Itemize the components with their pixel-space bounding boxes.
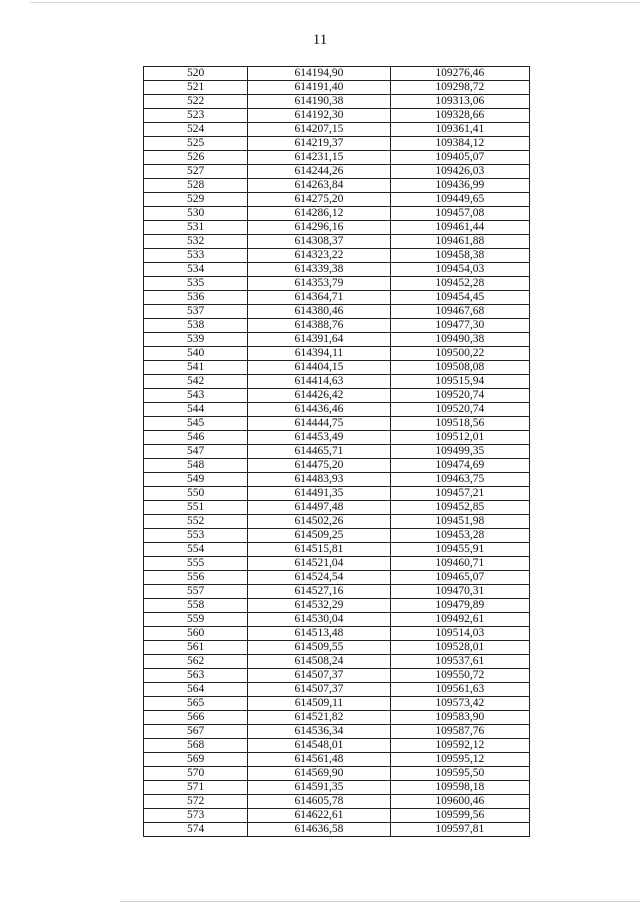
y-coordinate-cell: 109592,12 bbox=[390, 739, 529, 753]
table-row bbox=[144, 333, 530, 347]
x-coordinate-cell: 614194,90 bbox=[248, 67, 390, 81]
x-coordinate-cell: 614636,58 bbox=[248, 823, 390, 837]
table-row bbox=[144, 207, 530, 221]
point-number-cell: 535 bbox=[144, 277, 248, 291]
y-coordinate-cell: 109515,94 bbox=[390, 375, 529, 389]
table-row bbox=[144, 305, 530, 319]
y-coordinate-cell: 109449,65 bbox=[390, 193, 529, 207]
y-coordinate-cell: 109499,35 bbox=[390, 445, 529, 459]
table-row bbox=[144, 739, 530, 753]
y-coordinate-cell: 109470,31 bbox=[390, 585, 529, 599]
table-row bbox=[144, 795, 530, 809]
x-coordinate-cell: 614532,29 bbox=[248, 599, 390, 613]
y-coordinate-cell: 109426,03 bbox=[390, 165, 529, 179]
table-row bbox=[144, 431, 530, 445]
point-number-cell: 532 bbox=[144, 235, 248, 249]
point-number-cell: 521 bbox=[144, 81, 248, 95]
table-row bbox=[144, 291, 530, 305]
y-coordinate-cell: 109598,18 bbox=[390, 781, 529, 795]
y-coordinate-cell: 109298,72 bbox=[390, 81, 529, 95]
x-coordinate-cell: 614530,04 bbox=[248, 613, 390, 627]
table-row bbox=[144, 123, 530, 137]
y-coordinate-cell: 109500,22 bbox=[390, 347, 529, 361]
table-row bbox=[144, 515, 530, 529]
point-number-cell: 545 bbox=[144, 417, 248, 431]
x-coordinate-cell: 614591,35 bbox=[248, 781, 390, 795]
y-coordinate-cell: 109587,76 bbox=[390, 725, 529, 739]
y-coordinate-cell: 109528,01 bbox=[390, 641, 529, 655]
x-coordinate-cell: 614286,12 bbox=[248, 207, 390, 221]
scan-edge-top bbox=[30, 2, 640, 3]
x-coordinate-cell: 614507,37 bbox=[248, 683, 390, 697]
table-row bbox=[144, 347, 530, 361]
point-number-cell: 529 bbox=[144, 193, 248, 207]
point-number-cell: 571 bbox=[144, 781, 248, 795]
table-row bbox=[144, 725, 530, 739]
x-coordinate-cell: 614380,46 bbox=[248, 305, 390, 319]
point-number-cell: 546 bbox=[144, 431, 248, 445]
table-row bbox=[144, 641, 530, 655]
x-coordinate-cell: 614296,16 bbox=[248, 221, 390, 235]
y-coordinate-cell: 109600,46 bbox=[390, 795, 529, 809]
point-number-cell: 555 bbox=[144, 557, 248, 571]
x-coordinate-cell: 614444,75 bbox=[248, 417, 390, 431]
point-number-cell: 548 bbox=[144, 459, 248, 473]
table-row bbox=[144, 249, 530, 263]
table-row bbox=[144, 81, 530, 95]
point-number-cell: 556 bbox=[144, 571, 248, 585]
x-coordinate-cell: 614465,71 bbox=[248, 445, 390, 459]
point-number-cell: 563 bbox=[144, 669, 248, 683]
y-coordinate-cell: 109474,69 bbox=[390, 459, 529, 473]
y-coordinate-cell: 109457,21 bbox=[390, 487, 529, 501]
page-number: 11 bbox=[312, 32, 328, 48]
point-number-cell: 544 bbox=[144, 403, 248, 417]
table-row bbox=[144, 823, 530, 837]
table-row bbox=[144, 221, 530, 235]
y-coordinate-cell: 109452,28 bbox=[390, 277, 529, 291]
table-row bbox=[144, 375, 530, 389]
table-row bbox=[144, 137, 530, 151]
point-number-cell: 539 bbox=[144, 333, 248, 347]
x-coordinate-cell: 614502,26 bbox=[248, 515, 390, 529]
x-coordinate-cell: 614275,20 bbox=[248, 193, 390, 207]
x-coordinate-cell: 614524,54 bbox=[248, 571, 390, 585]
x-coordinate-cell: 614323,22 bbox=[248, 249, 390, 263]
y-coordinate-cell: 109457,08 bbox=[390, 207, 529, 221]
table-row bbox=[144, 571, 530, 585]
table-row bbox=[144, 319, 530, 333]
table-row bbox=[144, 585, 530, 599]
x-coordinate-cell: 614521,04 bbox=[248, 557, 390, 571]
table-row bbox=[144, 655, 530, 669]
y-coordinate-cell: 109597,81 bbox=[390, 823, 529, 837]
x-coordinate-cell: 614491,35 bbox=[248, 487, 390, 501]
y-coordinate-cell: 109561,63 bbox=[390, 683, 529, 697]
y-coordinate-cell: 109514,03 bbox=[390, 627, 529, 641]
table-row bbox=[144, 781, 530, 795]
point-number-cell: 566 bbox=[144, 711, 248, 725]
y-coordinate-cell: 109451,98 bbox=[390, 515, 529, 529]
x-coordinate-cell: 614515,81 bbox=[248, 543, 390, 557]
y-coordinate-cell: 109490,38 bbox=[390, 333, 529, 347]
table-row bbox=[144, 711, 530, 725]
y-coordinate-cell: 109520,74 bbox=[390, 403, 529, 417]
table-row bbox=[144, 235, 530, 249]
y-coordinate-cell: 109520,74 bbox=[390, 389, 529, 403]
x-coordinate-cell: 614436,46 bbox=[248, 403, 390, 417]
y-coordinate-cell: 109479,89 bbox=[390, 599, 529, 613]
point-number-cell: 557 bbox=[144, 585, 248, 599]
y-coordinate-cell: 109455,91 bbox=[390, 543, 529, 557]
y-coordinate-cell: 109458,38 bbox=[390, 249, 529, 263]
table-row bbox=[144, 95, 530, 109]
point-number-cell: 568 bbox=[144, 739, 248, 753]
x-coordinate-cell: 614508,24 bbox=[248, 655, 390, 669]
x-coordinate-cell: 614483,93 bbox=[248, 473, 390, 487]
table-row bbox=[144, 697, 530, 711]
y-coordinate-cell: 109477,30 bbox=[390, 319, 529, 333]
point-number-cell: 549 bbox=[144, 473, 248, 487]
x-coordinate-cell: 614391,64 bbox=[248, 333, 390, 347]
x-coordinate-cell: 614191,40 bbox=[248, 81, 390, 95]
point-number-cell: 536 bbox=[144, 291, 248, 305]
x-coordinate-cell: 614404,15 bbox=[248, 361, 390, 375]
table-row bbox=[144, 263, 530, 277]
table-row bbox=[144, 459, 530, 473]
point-number-cell: 525 bbox=[144, 137, 248, 151]
x-coordinate-cell: 614509,55 bbox=[248, 641, 390, 655]
x-coordinate-cell: 614497,48 bbox=[248, 501, 390, 515]
x-coordinate-cell: 614521,82 bbox=[248, 711, 390, 725]
point-number-cell: 522 bbox=[144, 95, 248, 109]
x-coordinate-cell: 614536,34 bbox=[248, 725, 390, 739]
x-coordinate-cell: 614513,48 bbox=[248, 627, 390, 641]
y-coordinate-cell: 109460,71 bbox=[390, 557, 529, 571]
y-coordinate-cell: 109583,90 bbox=[390, 711, 529, 725]
point-number-cell: 523 bbox=[144, 109, 248, 123]
y-coordinate-cell: 109595,12 bbox=[390, 753, 529, 767]
y-coordinate-cell: 109573,42 bbox=[390, 697, 529, 711]
table-row bbox=[144, 389, 530, 403]
point-number-cell: 552 bbox=[144, 515, 248, 529]
point-number-cell: 533 bbox=[144, 249, 248, 263]
point-number-cell: 572 bbox=[144, 795, 248, 809]
point-number-cell: 524 bbox=[144, 123, 248, 137]
x-coordinate-cell: 614263,84 bbox=[248, 179, 390, 193]
x-coordinate-cell: 614394,11 bbox=[248, 347, 390, 361]
point-number-cell: 564 bbox=[144, 683, 248, 697]
x-coordinate-cell: 614622,61 bbox=[248, 809, 390, 823]
y-coordinate-cell: 109508,08 bbox=[390, 361, 529, 375]
point-number-cell: 530 bbox=[144, 207, 248, 221]
point-number-cell: 559 bbox=[144, 613, 248, 627]
y-coordinate-cell: 109537,61 bbox=[390, 655, 529, 669]
point-number-cell: 528 bbox=[144, 179, 248, 193]
point-number-cell: 543 bbox=[144, 389, 248, 403]
point-number-cell: 527 bbox=[144, 165, 248, 179]
table-row bbox=[144, 109, 530, 123]
point-number-cell: 537 bbox=[144, 305, 248, 319]
y-coordinate-cell: 109454,03 bbox=[390, 263, 529, 277]
x-coordinate-cell: 614509,25 bbox=[248, 529, 390, 543]
x-coordinate-cell: 614364,71 bbox=[248, 291, 390, 305]
table-row bbox=[144, 529, 530, 543]
y-coordinate-cell: 109361,41 bbox=[390, 123, 529, 137]
y-coordinate-cell: 109461,88 bbox=[390, 235, 529, 249]
point-number-cell: 538 bbox=[144, 319, 248, 333]
y-coordinate-cell: 109313,06 bbox=[390, 95, 529, 109]
scan-edge-bottom bbox=[120, 901, 640, 902]
table-row bbox=[144, 809, 530, 823]
point-number-cell: 561 bbox=[144, 641, 248, 655]
x-coordinate-cell: 614507,37 bbox=[248, 669, 390, 683]
table-row bbox=[144, 599, 530, 613]
table-row bbox=[144, 445, 530, 459]
point-number-cell: 550 bbox=[144, 487, 248, 501]
y-coordinate-cell: 109328,66 bbox=[390, 109, 529, 123]
point-number-cell: 542 bbox=[144, 375, 248, 389]
y-coordinate-cell: 109453,28 bbox=[390, 529, 529, 543]
point-number-cell: 531 bbox=[144, 221, 248, 235]
point-number-cell: 554 bbox=[144, 543, 248, 557]
point-number-cell: 573 bbox=[144, 809, 248, 823]
x-coordinate-cell: 614453,49 bbox=[248, 431, 390, 445]
x-coordinate-cell: 614548,01 bbox=[248, 739, 390, 753]
y-coordinate-cell: 109550,72 bbox=[390, 669, 529, 683]
point-number-cell: 553 bbox=[144, 529, 248, 543]
point-number-cell: 560 bbox=[144, 627, 248, 641]
point-number-cell: 541 bbox=[144, 361, 248, 375]
y-coordinate-cell: 109465,07 bbox=[390, 571, 529, 585]
table-row bbox=[144, 753, 530, 767]
table-row bbox=[144, 277, 530, 291]
x-coordinate-cell: 614219,37 bbox=[248, 137, 390, 151]
point-number-cell: 551 bbox=[144, 501, 248, 515]
table-row bbox=[144, 627, 530, 641]
point-number-cell: 520 bbox=[144, 67, 248, 81]
point-number-cell: 534 bbox=[144, 263, 248, 277]
point-number-cell: 569 bbox=[144, 753, 248, 767]
x-coordinate-cell: 614190,38 bbox=[248, 95, 390, 109]
table-row bbox=[144, 487, 530, 501]
point-number-cell: 574 bbox=[144, 823, 248, 837]
y-coordinate-cell: 109276,46 bbox=[390, 67, 529, 81]
y-coordinate-cell: 109512,01 bbox=[390, 431, 529, 445]
table-row bbox=[144, 473, 530, 487]
coordinates-table-body bbox=[144, 67, 530, 837]
table-row bbox=[144, 361, 530, 375]
table-row bbox=[144, 613, 530, 627]
x-coordinate-cell: 614426,42 bbox=[248, 389, 390, 403]
y-coordinate-cell: 109405,07 bbox=[390, 151, 529, 165]
table-row bbox=[144, 543, 530, 557]
coordinates-table bbox=[143, 66, 530, 837]
table-row bbox=[144, 683, 530, 697]
x-coordinate-cell: 614244,26 bbox=[248, 165, 390, 179]
point-number-cell: 558 bbox=[144, 599, 248, 613]
point-number-cell: 540 bbox=[144, 347, 248, 361]
table-row bbox=[144, 67, 530, 81]
x-coordinate-cell: 614414,63 bbox=[248, 375, 390, 389]
point-number-cell: 547 bbox=[144, 445, 248, 459]
y-coordinate-cell: 109463,75 bbox=[390, 473, 529, 487]
x-coordinate-cell: 614339,38 bbox=[248, 263, 390, 277]
y-coordinate-cell: 109436,99 bbox=[390, 179, 529, 193]
y-coordinate-cell: 109467,68 bbox=[390, 305, 529, 319]
table-row bbox=[144, 417, 530, 431]
x-coordinate-cell: 614308,37 bbox=[248, 235, 390, 249]
table-row bbox=[144, 151, 530, 165]
x-coordinate-cell: 614561,48 bbox=[248, 753, 390, 767]
x-coordinate-cell: 614509,11 bbox=[248, 697, 390, 711]
x-coordinate-cell: 614353,79 bbox=[248, 277, 390, 291]
table-row bbox=[144, 403, 530, 417]
y-coordinate-cell: 109518,56 bbox=[390, 417, 529, 431]
point-number-cell: 570 bbox=[144, 767, 248, 781]
y-coordinate-cell: 109461,44 bbox=[390, 221, 529, 235]
table-row bbox=[144, 179, 530, 193]
x-coordinate-cell: 614231,15 bbox=[248, 151, 390, 165]
table-row bbox=[144, 557, 530, 571]
y-coordinate-cell: 109595,50 bbox=[390, 767, 529, 781]
x-coordinate-cell: 614527,16 bbox=[248, 585, 390, 599]
table-row bbox=[144, 165, 530, 179]
x-coordinate-cell: 614192,30 bbox=[248, 109, 390, 123]
x-coordinate-cell: 614569,90 bbox=[248, 767, 390, 781]
x-coordinate-cell: 614388,76 bbox=[248, 319, 390, 333]
y-coordinate-cell: 109452,85 bbox=[390, 501, 529, 515]
y-coordinate-cell: 109384,12 bbox=[390, 137, 529, 151]
x-coordinate-cell: 614605,78 bbox=[248, 795, 390, 809]
x-coordinate-cell: 614475,20 bbox=[248, 459, 390, 473]
table-row bbox=[144, 193, 530, 207]
y-coordinate-cell: 109599,56 bbox=[390, 809, 529, 823]
point-number-cell: 526 bbox=[144, 151, 248, 165]
table-row bbox=[144, 669, 530, 683]
table-row bbox=[144, 501, 530, 515]
point-number-cell: 565 bbox=[144, 697, 248, 711]
y-coordinate-cell: 109492,61 bbox=[390, 613, 529, 627]
point-number-cell: 567 bbox=[144, 725, 248, 739]
x-coordinate-cell: 614207,15 bbox=[248, 123, 390, 137]
y-coordinate-cell: 109454,45 bbox=[390, 291, 529, 305]
table-row bbox=[144, 767, 530, 781]
point-number-cell: 562 bbox=[144, 655, 248, 669]
